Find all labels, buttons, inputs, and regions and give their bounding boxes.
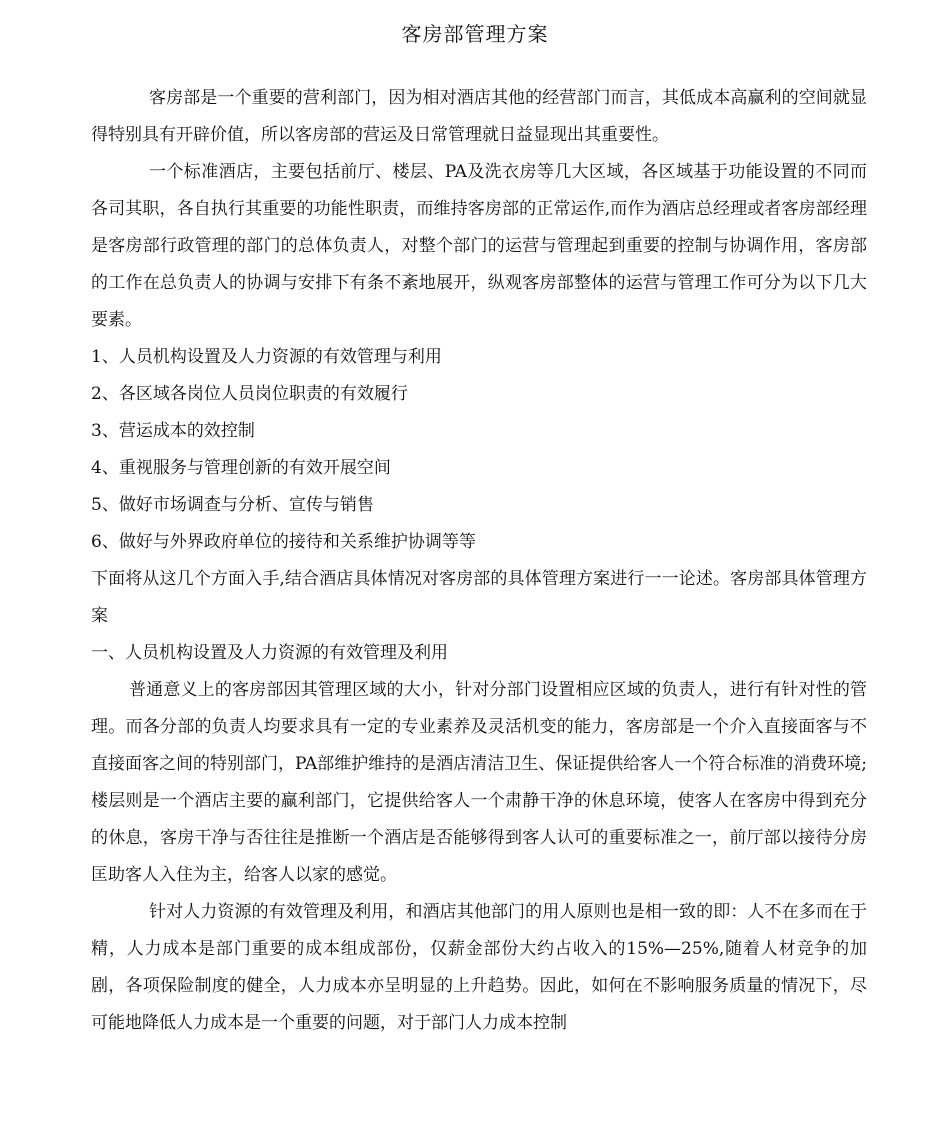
- list-item-5: 5、做好市场调查与分析、宣传与销售: [91, 495, 374, 515]
- paragraph-structure: 普通意义上的客房部因其管理区域的大小，针对分部门设置相应区域的负责人，进行有针对性的管理。而各分部的负责人均要求具有一定的专业素养及灵活机变的能力，客房部是一个介入直接面客与不直接面客之间的特别部门，PA部维护维持的是酒店清洁卫生、保证提供给客人一个符合标准的消费环境;楼层则是一个酒店主要的赢利部门，它提供给客人一个肃静干净的休息环境，使客人在客房中得到充分的休息，客房干净与否往往是推断一个酒店是否能够得到客人认可的重要标准之一，前厅部以接待分房匡助客人入住为主，给客人以家的感觉。: [91, 680, 867, 885]
- page-title: 客房部管理方案: [401, 22, 549, 46]
- list-item-6: 6、做好与外界政府单位的接待和关系维护协调等等: [91, 532, 476, 552]
- paragraph-hr-management: 针对人力资源的有效管理及利用，和酒店其他部门的用人原则也是相一致的即：人不在多而在于精，人力成本是部门重要的成本组成部份，仅薪金部份大约占收入的15%—25%,随着人材竞争的加剧，各项保险制度的健全，人力成本亦呈明显的上升趋势。因此，如何在不影响服务质量的情况下，尽可能地降低人力成本是一个重要的问题，对于部门人力成本控制: [91, 902, 867, 1033]
- list-item-3: 3、营运成本的效控制: [91, 421, 255, 441]
- paragraph-intro: 客房部是一个重要的营利部门，因为相对酒店其他的经营部门而言，其低成本高赢利的空间就显得特别具有开辟价值，所以客房部的营运及日常管理就日益显现出其重要性。: [91, 88, 867, 145]
- section-heading-1: 一、人员机构设置及人力资源的有效管理及利用: [91, 643, 448, 663]
- list-item-2: 2、各区域各岗位人员岗位职责的有效履行: [91, 384, 408, 404]
- document-body: [91, 80, 867, 1042]
- list-item-1: 1、人员机构设置及人力资源的有效管理与利用: [91, 347, 442, 367]
- paragraph-standard-hotel: 一个标准酒店，主要包括前厅、楼层、PA及洗衣房等几大区域，各区域基于功能设置的不同而各司其职，各自执行其重要的功能性职责，而维持客房部的正常运作,而作为酒店总经理或者客房部经理是客房部行政管理的部门的总体负责人，对整个部门的运营与管理起到重要的控制与协调作用，客房部的工作在总负责人的协调与安排下有条不紊地展开，纵观客房部整体的运营与管理工作可分为以下几大要素。: [91, 162, 867, 330]
- list-item-4: 4、重视服务与管理创新的有效开展空间: [91, 458, 391, 478]
- paragraph-transition: 下面将从这几个方面入手,结合酒店具体情况对客房部的具体管理方案进行一一论述。客房部具体管理方案: [91, 569, 867, 626]
